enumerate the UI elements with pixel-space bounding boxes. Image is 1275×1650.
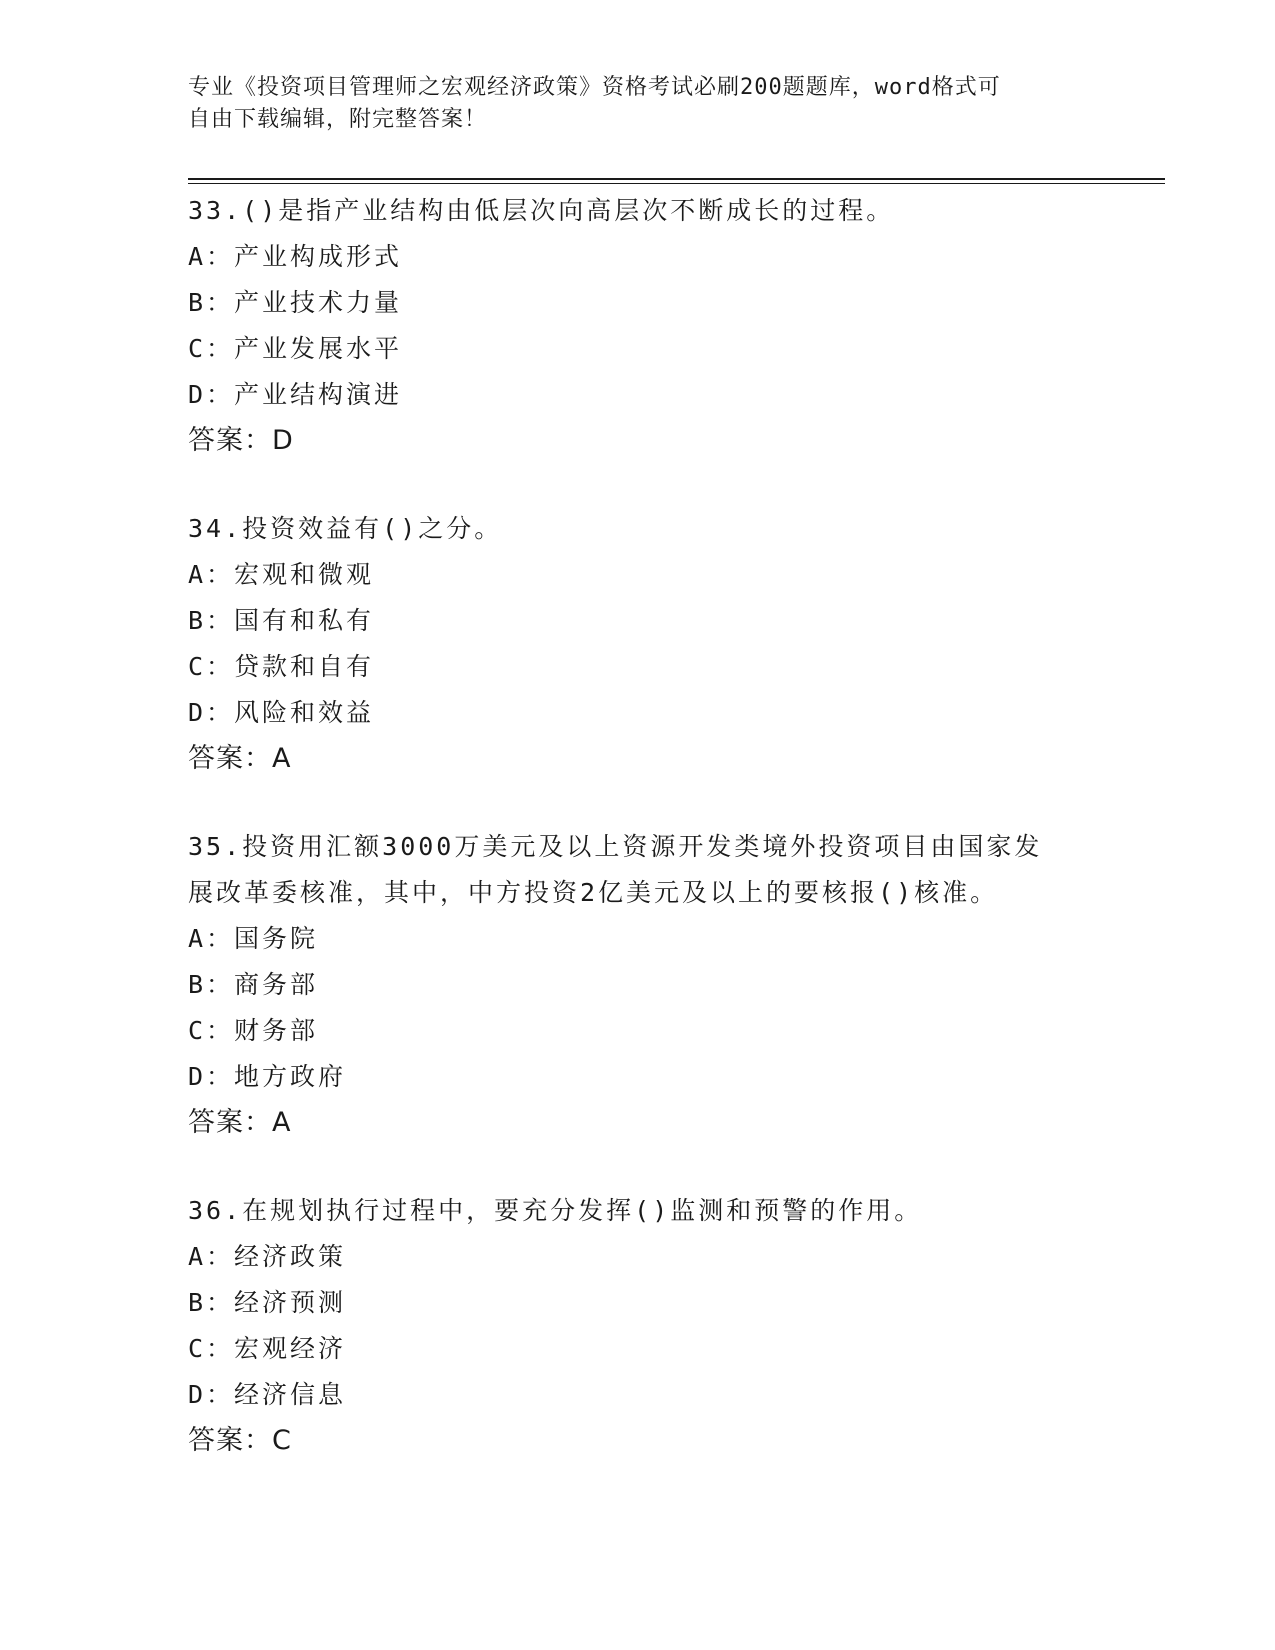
header-line-2: 自由下载编辑，附完整答案！ [188, 107, 488, 132]
question-stem-line-1: 35.投资用汇额3000万美元及以上资源开发类境外投资项目由国家发 [188, 832, 1043, 861]
question-34 [188, 506, 1148, 782]
option-b: B：商务部 [188, 970, 319, 999]
header-rule-thin [188, 183, 1165, 184]
question-stem: 36.在规划执行过程中，要充分发挥()监测和预警的作用。 [188, 1196, 923, 1225]
option-b: B：经济预测 [188, 1288, 347, 1317]
answer: 答案：C [188, 1425, 292, 1456]
option-c: C：贷款和自有 [188, 652, 375, 681]
question-list [188, 188, 1148, 1506]
option-c: C：宏观经济 [188, 1334, 347, 1363]
option-b: B：产业技术力量 [188, 288, 403, 317]
option-a: A：国务院 [188, 924, 319, 953]
question-36 [188, 1188, 1148, 1464]
option-d: D：产业结构演进 [188, 380, 403, 409]
question-35 [188, 824, 1148, 1146]
option-c: C：产业发展水平 [188, 334, 403, 363]
document-header [188, 72, 1068, 136]
option-d: D：经济信息 [188, 1380, 347, 1409]
question-33 [188, 188, 1148, 464]
header-rule-thick [188, 178, 1165, 180]
option-a: A：宏观和微观 [188, 560, 375, 589]
answer: 答案：A [188, 743, 292, 774]
option-b: B：国有和私有 [188, 606, 375, 635]
question-stem-line-2: 展改革委核准，其中，中方投资2亿美元及以上的要核报()核准。 [188, 878, 999, 907]
answer: 答案：D [188, 425, 294, 456]
option-a: A：经济政策 [188, 1242, 347, 1271]
header-line-1: 专业《投资项目管理师之宏观经济政策》资格考试必刷200题题库，word格式可 [188, 75, 1001, 100]
option-a: A：产业构成形式 [188, 242, 403, 271]
question-stem: 34.投资效益有()之分。 [188, 514, 503, 543]
option-d: D：地方政府 [188, 1062, 347, 1091]
option-c: C：财务部 [188, 1016, 319, 1045]
option-d: D：风险和效益 [188, 698, 375, 727]
answer: 答案：A [188, 1107, 292, 1138]
question-stem: 33.()是指产业结构由低层次向高层次不断成长的过程。 [188, 196, 895, 225]
